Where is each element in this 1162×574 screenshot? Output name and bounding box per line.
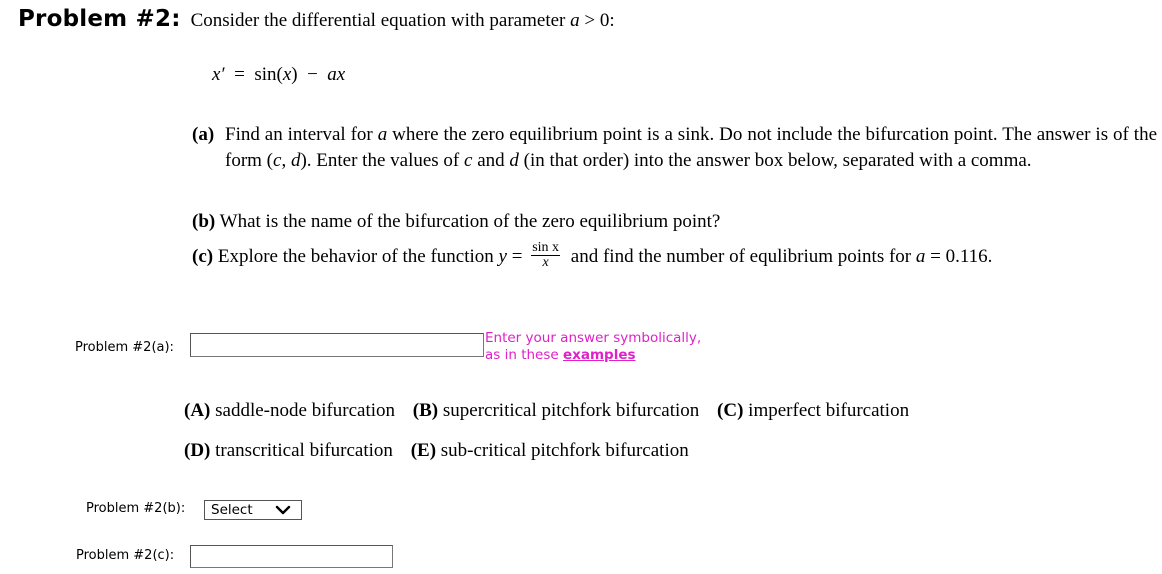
part-b: [192, 209, 720, 235]
part-b-text: What is the name of the bifurcation of the zero equilibrium point?: [219, 211, 721, 232]
part-a-var-c2: c: [464, 150, 473, 171]
equation-term: ax: [327, 64, 346, 85]
part-a-text-2: where the zero equilibrium point is a sink. Do not include the bifurcation point. The answer is of the form (: [225, 124, 1158, 171]
answer-a-label: Problem #2(a):: [75, 340, 174, 355]
choice-e: [411, 440, 689, 461]
part-a-text-3: ,: [281, 150, 291, 171]
choices-row-2: [184, 440, 702, 462]
equation-func: sin(: [254, 64, 283, 85]
hint-prefix: as in these: [485, 347, 559, 363]
hint-line-1: Enter your answer symbolically,: [485, 330, 702, 346]
choice-c-letter: (C): [717, 400, 744, 421]
part-a-var-d: d: [290, 150, 301, 171]
choice-c-text: imperfect bifurcation: [748, 400, 910, 421]
choice-a-text: saddle-node bifurcation: [215, 400, 396, 421]
answer-b-label: Problem #2(b):: [86, 501, 186, 516]
part-c-var-y: y: [498, 245, 507, 267]
sinx-over-x-fraction: [531, 241, 560, 270]
hint-line-2: [485, 347, 701, 364]
answer-a-hint: [485, 330, 701, 364]
select-value: Select: [211, 502, 253, 518]
answer-c-label: Problem #2(c):: [76, 548, 175, 563]
choices-row-1: [184, 400, 922, 422]
part-a-text-5: and: [477, 150, 505, 171]
fraction-denominator: x: [542, 255, 549, 270]
equation-close: ): [291, 64, 298, 85]
equation-lhs: x′: [212, 64, 225, 85]
choice-d-text: transcritical bifurcation: [215, 440, 393, 461]
choice-d: [184, 440, 393, 461]
intro-condition: > 0:: [584, 10, 615, 31]
problem-intro: [191, 10, 615, 31]
answer-a-input[interactable]: [190, 333, 484, 357]
part-c-text-2: and find the number of equlibrium points for: [570, 245, 912, 267]
choice-a: [184, 400, 395, 421]
part-c-var-a: a: [915, 245, 926, 267]
part-c-label: (c): [192, 245, 214, 267]
part-c-value: = 0.116.: [930, 245, 993, 267]
part-a-text-6: (in that order) into the answer box below, separated with a comma.: [523, 150, 1032, 171]
intro-var: a: [570, 10, 580, 31]
part-c: [192, 240, 993, 272]
differential-equation: x′ = sin(x) − ax: [212, 64, 346, 85]
choice-a-letter: (A): [184, 400, 211, 421]
answer-c-input[interactable]: [190, 545, 393, 568]
choice-e-letter: (E): [410, 440, 437, 461]
problem-heading: [18, 6, 615, 32]
choice-b-text: supercritical pitchfork bifurcation: [442, 400, 700, 421]
equation-var: x: [282, 64, 292, 85]
part-a-text: [225, 122, 1157, 174]
choice-e-text: sub-critical pitchfork bifurcation: [440, 440, 689, 461]
part-a-text-4: ). Enter the values of: [300, 150, 460, 171]
part-a: [192, 122, 1157, 174]
choice-d-letter: (D): [184, 440, 211, 461]
part-a-var-c: c: [273, 150, 282, 171]
fraction-numerator: sin x: [532, 240, 560, 255]
choice-c: [717, 400, 909, 421]
part-a-var-d2: d: [509, 150, 519, 171]
equation-minus: −: [307, 64, 318, 85]
answer-b-select[interactable]: [204, 500, 302, 520]
part-c-eq: =: [511, 245, 523, 267]
choice-b: [413, 400, 699, 421]
problem-title: Problem #2:: [18, 6, 181, 32]
part-a-text-1: Find an interval for: [225, 124, 373, 145]
choice-b-letter: (B): [412, 400, 439, 421]
part-a-var-a: a: [377, 124, 388, 145]
intro-text: Consider the differential equation with parameter: [190, 10, 566, 31]
part-b-label: (b): [192, 211, 216, 232]
part-a-label: (a): [192, 124, 215, 145]
part-c-text-1: Explore the behavior of the function: [217, 245, 494, 267]
examples-link[interactable]: examples: [563, 347, 636, 363]
chevron-down-icon: [275, 504, 291, 516]
